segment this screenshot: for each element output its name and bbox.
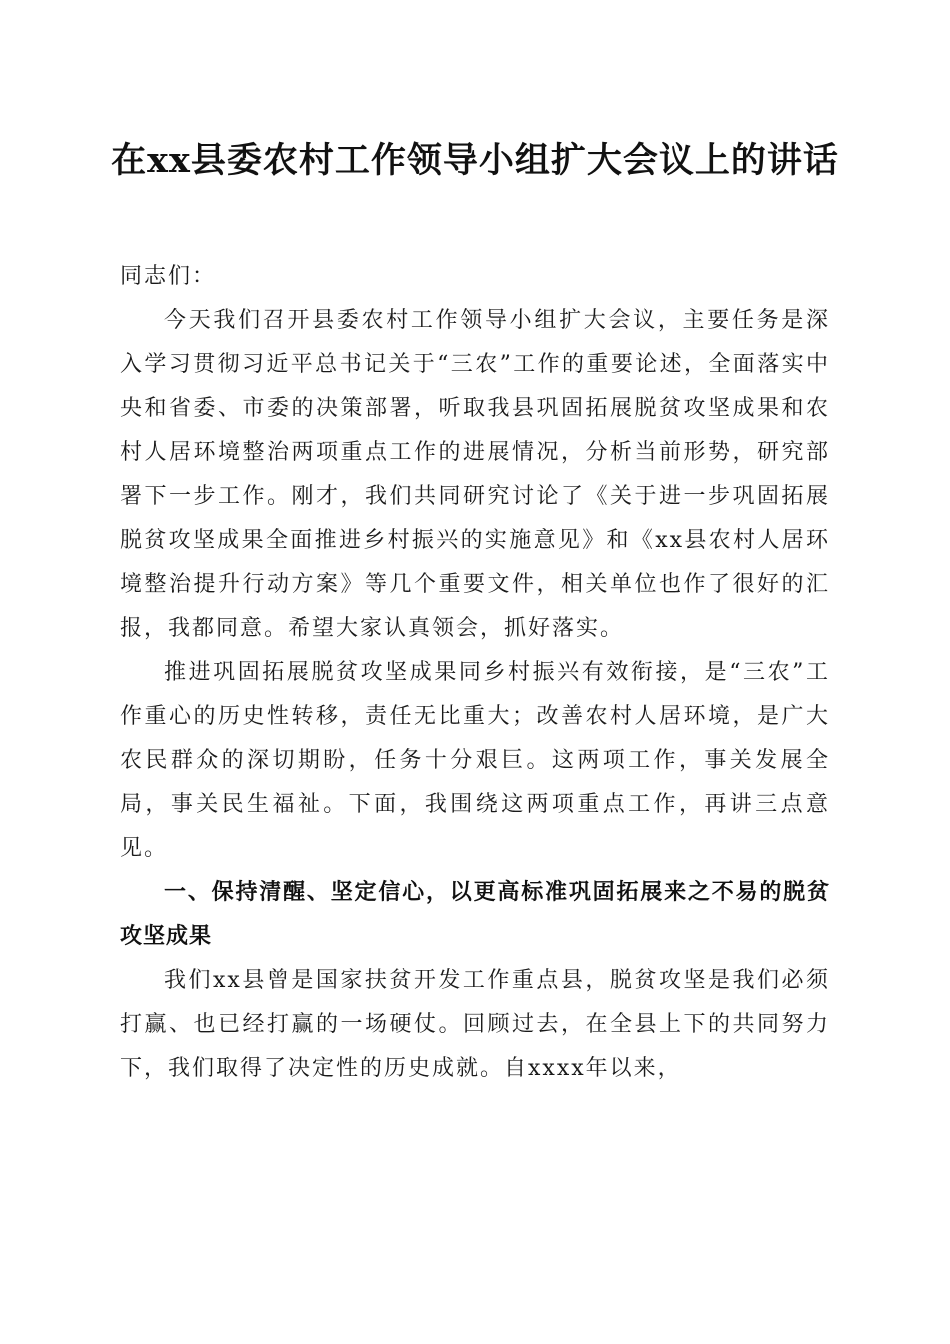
body-paragraph-2: 推进巩固拓展脱贫攻坚成果同乡村振兴有效衔接，是“三农”工作重心的历史性转移，责任无比重大；改善农村人居环境，是广大农民群众的深切期盼，任务十分艰巨。这两项工作，事关发展全局，事关民生福祉。下面，我围绕这两项重点工作，再讲三点意见。 bbox=[120, 660, 830, 861]
body-paragraph-1: 今天我们召开县委农村工作领导小组扩大会议，主要任务是深入学习贯彻习近平总书记关于“三农”工作的重要论述，全面落实中央和省委、市委的决策部署，听取我县巩固拓展脱贫攻坚成果和农村人居环境整治两项重点工作的进展情况，分析当前形势，研究部署下一步工作。刚才，我们共同研究讨论了《关于进一步巩固拓展脱贫攻坚成果全面推进乡村振兴的实施意见》和《xx县农村人居环境整治提升行动方案》等几个重要文件，相关单位也作了很好的汇报，我都同意。希望大家认真领会，抓好落实。 bbox=[120, 308, 830, 641]
document-body bbox=[120, 255, 830, 1091]
section-paragraph-1: 我们xx县曾是国家扶贫开发工作重点县，脱贫攻坚是我们必须打赢、也已经打赢的一场硬仗。回顾过去，在全县上下的共同努力下，我们取得了决定性的历史成就。自xxxx年以来， bbox=[120, 968, 830, 1081]
document-title: 在xx县委农村工作领导小组扩大会议上的讲话 bbox=[111, 140, 839, 181]
salutation: 同志们： bbox=[120, 264, 217, 289]
section-heading-1: 一、保持清醒、坚定信心，以更高标准巩固拓展来之不易的脱贫攻坚成果 bbox=[120, 880, 830, 949]
